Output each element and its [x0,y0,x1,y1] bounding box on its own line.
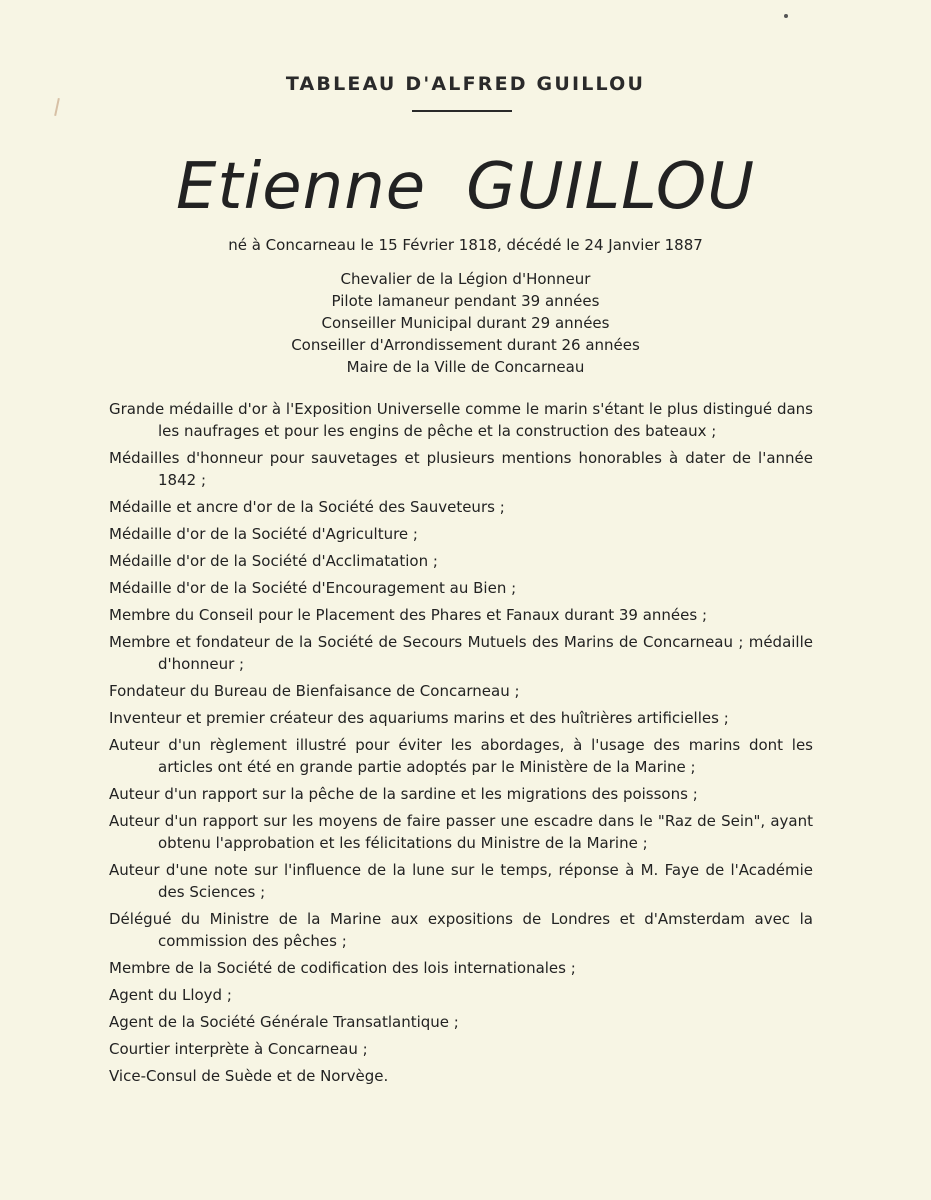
person-name [0,150,931,224]
honour-item: Médaille et ancre d'or de la Société des Sauveteurs ; [109,498,505,516]
honour-item: Membre du Conseil pour le Placement des Phares et Fanaux durant 39 années ; [109,606,708,624]
honour-item: Auteur d'un rapport sur les moyens de faire passer une escadre dans le "Raz de Sein", ayant obtenu l'approbation et les félicitations du Ministre de la Marine ; [109,812,813,852]
honour-item: Courtier interprète à Concarneau ; [109,1040,368,1058]
honour-item: Médaille d'or de la Société d'Acclimatation ; [109,552,438,570]
honour-item: Agent du Lloyd ; [109,986,232,1004]
honour-item: Membre de la Société de codification des lois internationales ; [109,959,576,977]
header-title: TABLEAU D'ALFRED GUILLOU [285,73,646,95]
honours-list [109,398,813,1092]
title-line: Maire de la Ville de Concarneau [346,358,585,376]
honour-item: Grande médaille d'or à l'Exposition Universelle comme le marin s'étant le plus distingué dans les naufrages et pour les engins de pêche et la construction des bateaux ; [109,400,813,440]
honour-item: Auteur d'un rapport sur la pêche de la sardine et les migrations des poissons ; [109,785,698,803]
title-line: Conseiller d'Arrondissement durant 26 années [291,336,640,354]
birth-death-dates: né à Concarneau le 15 Février 1818, décédé le 24 Janvier 1887 [228,236,703,254]
honour-item: Médailles d'honneur pour sauvetages et plusieurs mentions honorables à dater de l'année 1842 ; [109,449,813,489]
titles-list [0,268,931,378]
first-name: Etienne [175,150,427,224]
header-divider [412,110,512,112]
honour-item: Agent de la Société Générale Transatlantique ; [109,1013,459,1031]
title-line: Pilote lamaneur pendant 39 années [331,292,600,310]
honour-item: Délégué du Ministre de la Marine aux expositions de Londres et d'Amsterdam avec la commission des pêches ; [109,910,813,950]
paper-speck [784,14,788,18]
honour-item: Médaille d'or de la Société d'Agriculture ; [109,525,418,543]
title-line: Chevalier de la Légion d'Honneur [340,270,591,288]
honour-item: Fondateur du Bureau de Bienfaisance de Concarneau ; [109,682,520,700]
honour-item: Auteur d'un règlement illustré pour éviter les abordages, à l'usage des marins dont les articles ont été en grande partie adoptés par le Ministère de la Marine ; [109,736,813,776]
honour-item: Vice-Consul de Suède et de Norvège. [109,1067,389,1085]
last-name: GUILLOU [466,150,756,224]
honour-item: Membre et fondateur de la Société de Secours Mutuels des Marins de Concarneau ; médaille d'honneur ; [109,633,813,673]
title-line: Conseiller Municipal durant 29 années [321,314,610,332]
honour-item: Auteur d'une note sur l'influence de la lune sur le temps, réponse à M. Faye de l'Académie des Sciences ; [109,861,813,901]
honour-item: Médaille d'or de la Société d'Encouragement au Bien ; [109,579,517,597]
honour-item: Inventeur et premier créateur des aquariums marins et des huîtrières artificielles ; [109,709,729,727]
paper-mark [54,98,60,116]
